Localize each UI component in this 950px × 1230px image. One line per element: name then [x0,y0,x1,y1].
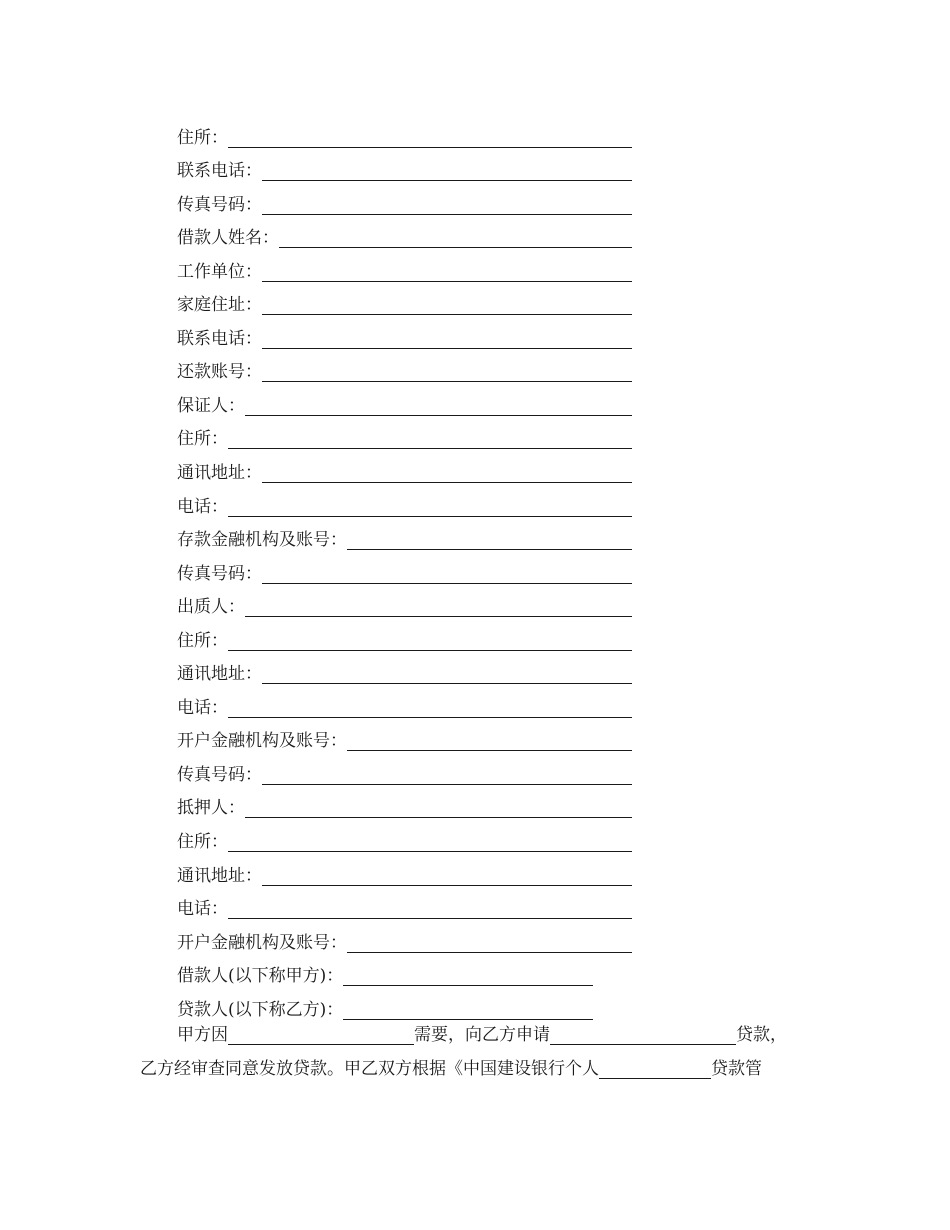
fill-in-blank [228,1024,414,1045]
fill-in-blank [228,496,632,517]
field-label: 开户金融机构及账号： [177,731,347,752]
field-row [177,318,637,352]
field-label: 抵押人： [177,798,245,819]
field-row [177,654,637,688]
fill-in-blank [347,730,632,751]
field-label: 开户金融机构及账号： [177,932,347,953]
field-label: 联系电话： [177,161,262,182]
fill-in-blank [343,999,593,1020]
field-label: 借款人(以下称甲方)： [177,966,344,987]
field-label: 传真号码： [177,764,262,785]
field-label: 传真号码： [177,194,262,215]
paragraph-text: 需要，向乙方申请 [414,1025,550,1045]
field-row [177,385,637,419]
fill-in-blank [262,361,632,382]
field-row [177,452,637,486]
fill-in-blank [262,865,632,886]
field-row [177,687,637,721]
paragraph-text: 贷款管 [711,1059,762,1079]
field-row [177,486,637,520]
field-row [177,889,637,923]
field-row [177,151,637,185]
field-row [177,989,637,1023]
field-row [177,956,637,990]
paragraph-text: 贷款， [736,1025,787,1045]
field-row [177,352,637,386]
fill-in-blank [245,596,632,617]
field-label: 工作单位： [177,261,262,282]
fill-in-blank [262,764,632,785]
field-row [177,620,637,654]
field-row [177,285,637,319]
party-info-fields [177,117,637,1023]
field-label: 电话： [177,697,228,718]
field-row [177,419,637,453]
field-label: 住所： [177,429,228,450]
field-row [177,218,637,252]
field-row [177,754,637,788]
fill-in-blank [228,898,632,919]
fill-in-blank [343,965,593,986]
field-label: 保证人： [177,395,245,416]
field-label: 借款人姓名： [177,228,279,249]
field-label: 住所： [177,630,228,651]
fill-in-blank [279,227,632,248]
field-row [177,721,637,755]
body-paragraph-line-2 [140,1058,820,1082]
field-label: 电话： [177,496,228,517]
field-label: 住所： [177,127,228,148]
fill-in-blank [228,428,632,449]
body-paragraph-line-1 [177,1024,817,1048]
paragraph-text: 甲方因 [177,1025,228,1045]
field-label: 出质人： [177,597,245,618]
fill-in-blank [262,328,632,349]
fill-in-blank [262,194,632,215]
field-row [177,788,637,822]
fill-in-blank [245,395,632,416]
fill-in-blank [262,160,632,181]
field-label: 联系电话： [177,328,262,349]
fill-in-blank [228,630,632,651]
field-label: 家庭住址： [177,295,262,316]
field-row [177,553,637,587]
fill-in-blank [262,663,632,684]
field-label: 通讯地址： [177,463,262,484]
field-label: 住所： [177,832,228,853]
fill-in-blank [262,261,632,282]
field-row [177,184,637,218]
field-label: 存款金融机构及账号： [177,530,347,551]
fill-in-blank [228,127,632,148]
fill-in-blank [262,294,632,315]
field-row [177,922,637,956]
fill-in-blank [550,1024,736,1045]
field-row [177,117,637,151]
fill-in-blank [228,831,632,852]
fill-in-blank [228,697,632,718]
fill-in-blank [262,563,632,584]
field-label: 通讯地址： [177,664,262,685]
field-label: 电话： [177,899,228,920]
fill-in-blank [599,1058,711,1079]
field-row [177,855,637,889]
field-label: 通讯地址： [177,865,262,886]
paragraph-text: 乙方经审查同意发放贷款。甲乙双方根据《中国建设银行个人 [140,1059,599,1079]
fill-in-blank [262,462,632,483]
field-label: 传真号码： [177,563,262,584]
fill-in-blank [347,932,632,953]
field-row [177,251,637,285]
field-label: 还款账号： [177,362,262,383]
field-row [177,821,637,855]
fill-in-blank [245,797,632,818]
field-row [177,520,637,554]
field-row [177,587,637,621]
fill-in-blank [347,529,632,550]
field-label: 贷款人(以下称乙方)： [177,999,344,1020]
